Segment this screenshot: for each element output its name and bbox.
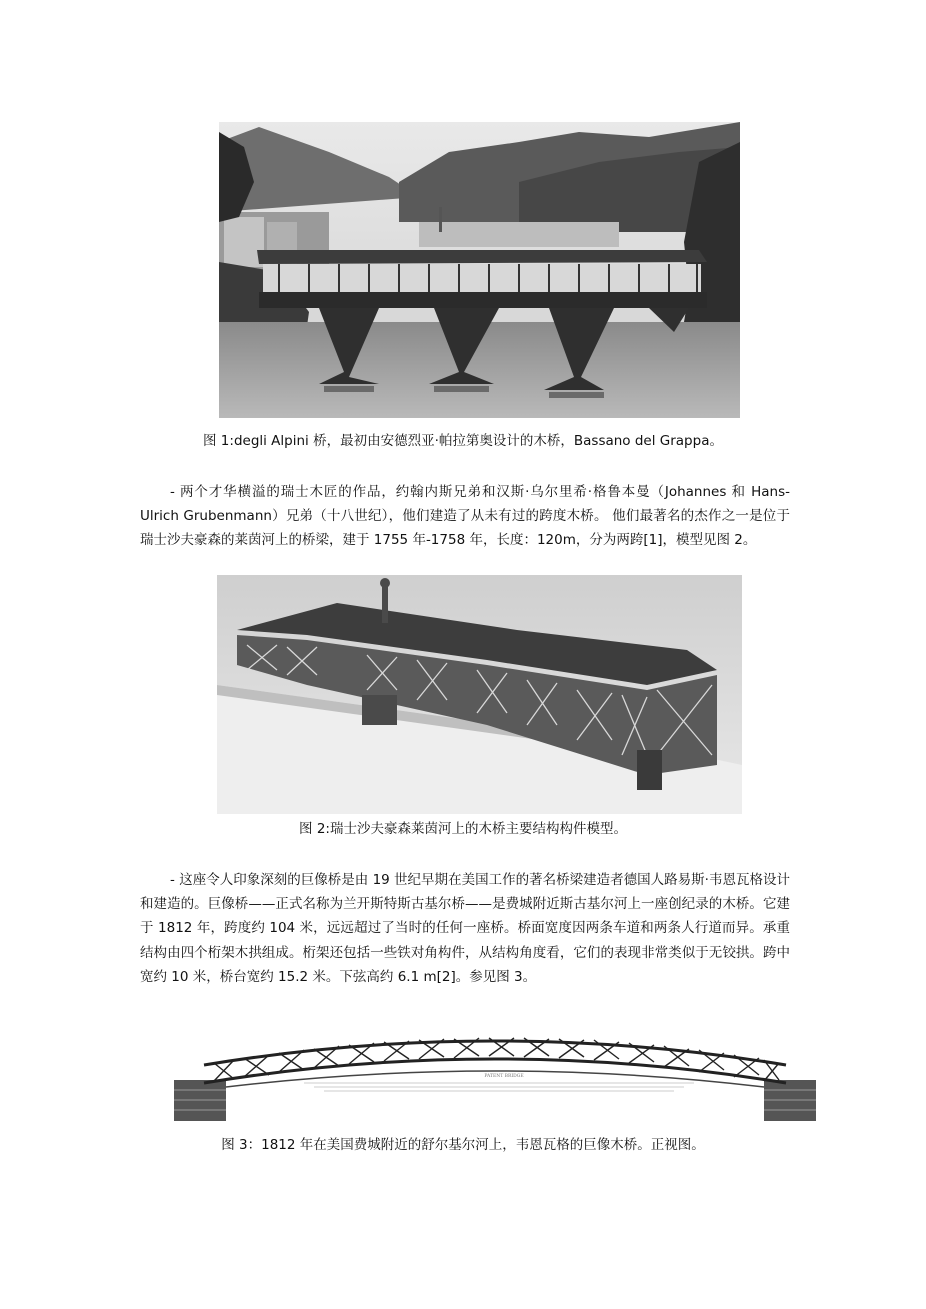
paragraph-1 bbox=[140, 480, 790, 553]
paragraph-2-text: 这座令人印象深刻的巨像桥是由 19 世纪早期在美国工作的著名桥梁建造者德国人路易斯·韦恩瓦格设计和建造的。巨像桥——正式名称为兰开斯特斯古基尔桥——是费城附近斯古基尔河上一座创纪录的木桥。它建于 1812 年，跨度约 104 米，远远超过了当时的任何一座桥。桥面宽度因两条车道和两条人行道而异。承重结构由四个桁架木拱组成。桁架还包括一些铁对角构件，从结构角度看，它们的表现非常类似于无铰拱。跨中宽约 10 米，桥台宽约 15.2 米。下弦高约 6.1 m[2]。参见图 3。 bbox=[140, 872, 790, 985]
figure-2-photo bbox=[217, 575, 742, 814]
paragraph-1-text: 两个才华横溢的瑞士木匠的作品，约翰内斯兄弟和汉斯·乌尔里希·格鲁本曼（Johannes 和 Hans-Ulrich Grubenmann）兄弟（十八世纪），他们建造了从未有过的跨度木桥。 他们最著名的杰作之一是位于瑞士沙夫豪森的莱茵河上的桥梁，建于 1755 年-1758 年，长度：120m，分为两跨[1]，模型见图 2。 bbox=[140, 484, 790, 549]
paragraph-2-bullet: - bbox=[170, 872, 175, 888]
figure-3-drawing bbox=[174, 1025, 816, 1121]
figure-3-inscription: PATENT BRIDGE bbox=[484, 1074, 524, 1079]
figure-1-caption: 图 1:degli Alpini 桥，最初由安德烈亚·帕拉第奥设计的木桥，Bassano del Grappa。 bbox=[203, 433, 723, 449]
paragraph-2 bbox=[140, 868, 790, 989]
figure-3-caption: 图 3：1812 年在美国费城附近的舒尔基尔河上，韦恩瓦格的巨像木桥。正视图。 bbox=[221, 1137, 705, 1153]
figure-2-caption: 图 2:瑞士沙夫豪森莱茵河上的木桥主要结构构件模型。 bbox=[299, 821, 627, 837]
paragraph-1-bullet: - bbox=[170, 484, 175, 500]
figure-1-photo bbox=[219, 122, 740, 418]
